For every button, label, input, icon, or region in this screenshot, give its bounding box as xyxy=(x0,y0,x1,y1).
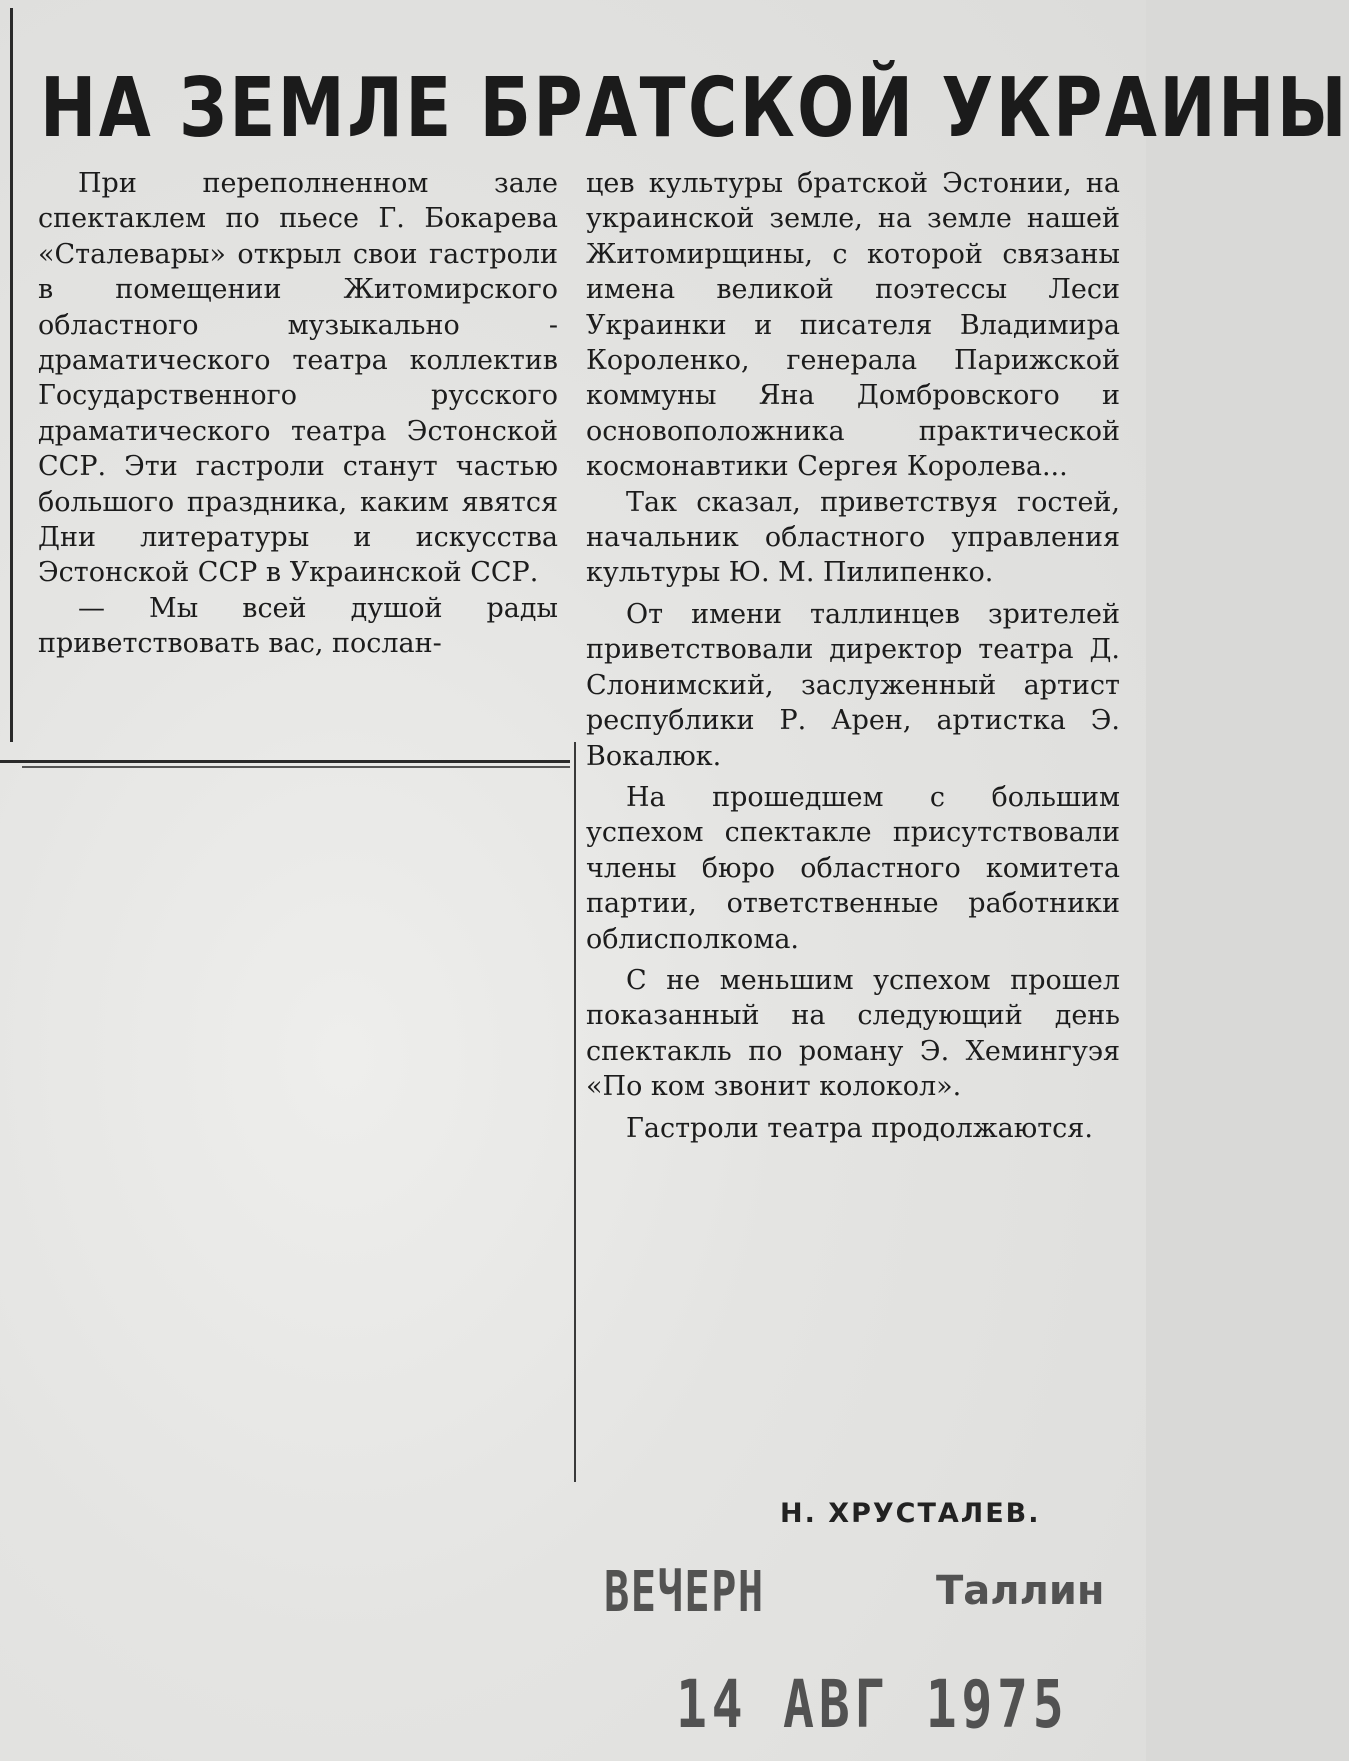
right-column xyxy=(586,166,1120,1146)
paragraph-3: Так сказал, приветствуя гостей, начальник областного управления культуры Ю. М. Пилипенко. xyxy=(586,486,1120,589)
paragraph-6: С не меньшим успехом прошел показанный на следующий день спектакль по роману Э. Хемингуэя «По ком звонит колокол». xyxy=(586,964,1120,1103)
paragraph-1: При переполненном зале спектаклем по пьесе Г. Бокарева «Сталевары» открыл свои гастроли в помещении Житомирского областного музыкально - драматического театра коллектив Государственного русского драматического театра Эстонской ССР. Эти гастроли станут частью большого праздника, каким явятся Дни литературы и искусства Эстонской ССР в Украинской ССР. xyxy=(38,168,558,589)
paragraph-7: Гастроли театра продолжаются. xyxy=(626,1112,1093,1144)
paragraph-2: — Мы всей душой рады приветствовать вас, послан- xyxy=(38,592,558,660)
left-column xyxy=(38,166,558,662)
separator-rule-thin xyxy=(22,766,570,768)
paragraph-4: От имени таллинцев зрителей приветствовали директор театра Д. Слонимский, заслуженный артист республики Р. Арен, артистка Э. Вокалюк. xyxy=(586,598,1120,772)
paragraph-2-continued: цев культуры братской Эстонии, на украинской земле, на земле нашей Житомирщины, с которой связаны имена великой поэтессы Леси Украинки и писателя Владимира Короленко, генерала Парижской коммуны Яна Домбровского и основоположника практической космонавтики Сергея Королева... xyxy=(586,168,1120,483)
paragraph-5: На прошедшем с большим успехом спектакле присутствовали члены бюро областного комитета партии, ответственные работники облисполкома. xyxy=(586,781,1120,955)
column-divider-rule xyxy=(574,742,576,1482)
left-border-rule xyxy=(10,8,13,742)
stamp-date: 14 АВГ 1975 xyxy=(676,1666,1069,1743)
author-signature: Н. ХРУСТАЛЕВ. xyxy=(780,1498,1041,1529)
stamp-newspaper-name: ВЕЧЕРН xyxy=(604,1560,765,1625)
article-headline: НА ЗЕМЛЕ БРАТСКОЙ УКРАИНЫ xyxy=(40,61,1349,156)
separator-rule xyxy=(0,760,570,763)
stamp-city: Таллин xyxy=(936,1568,1105,1614)
